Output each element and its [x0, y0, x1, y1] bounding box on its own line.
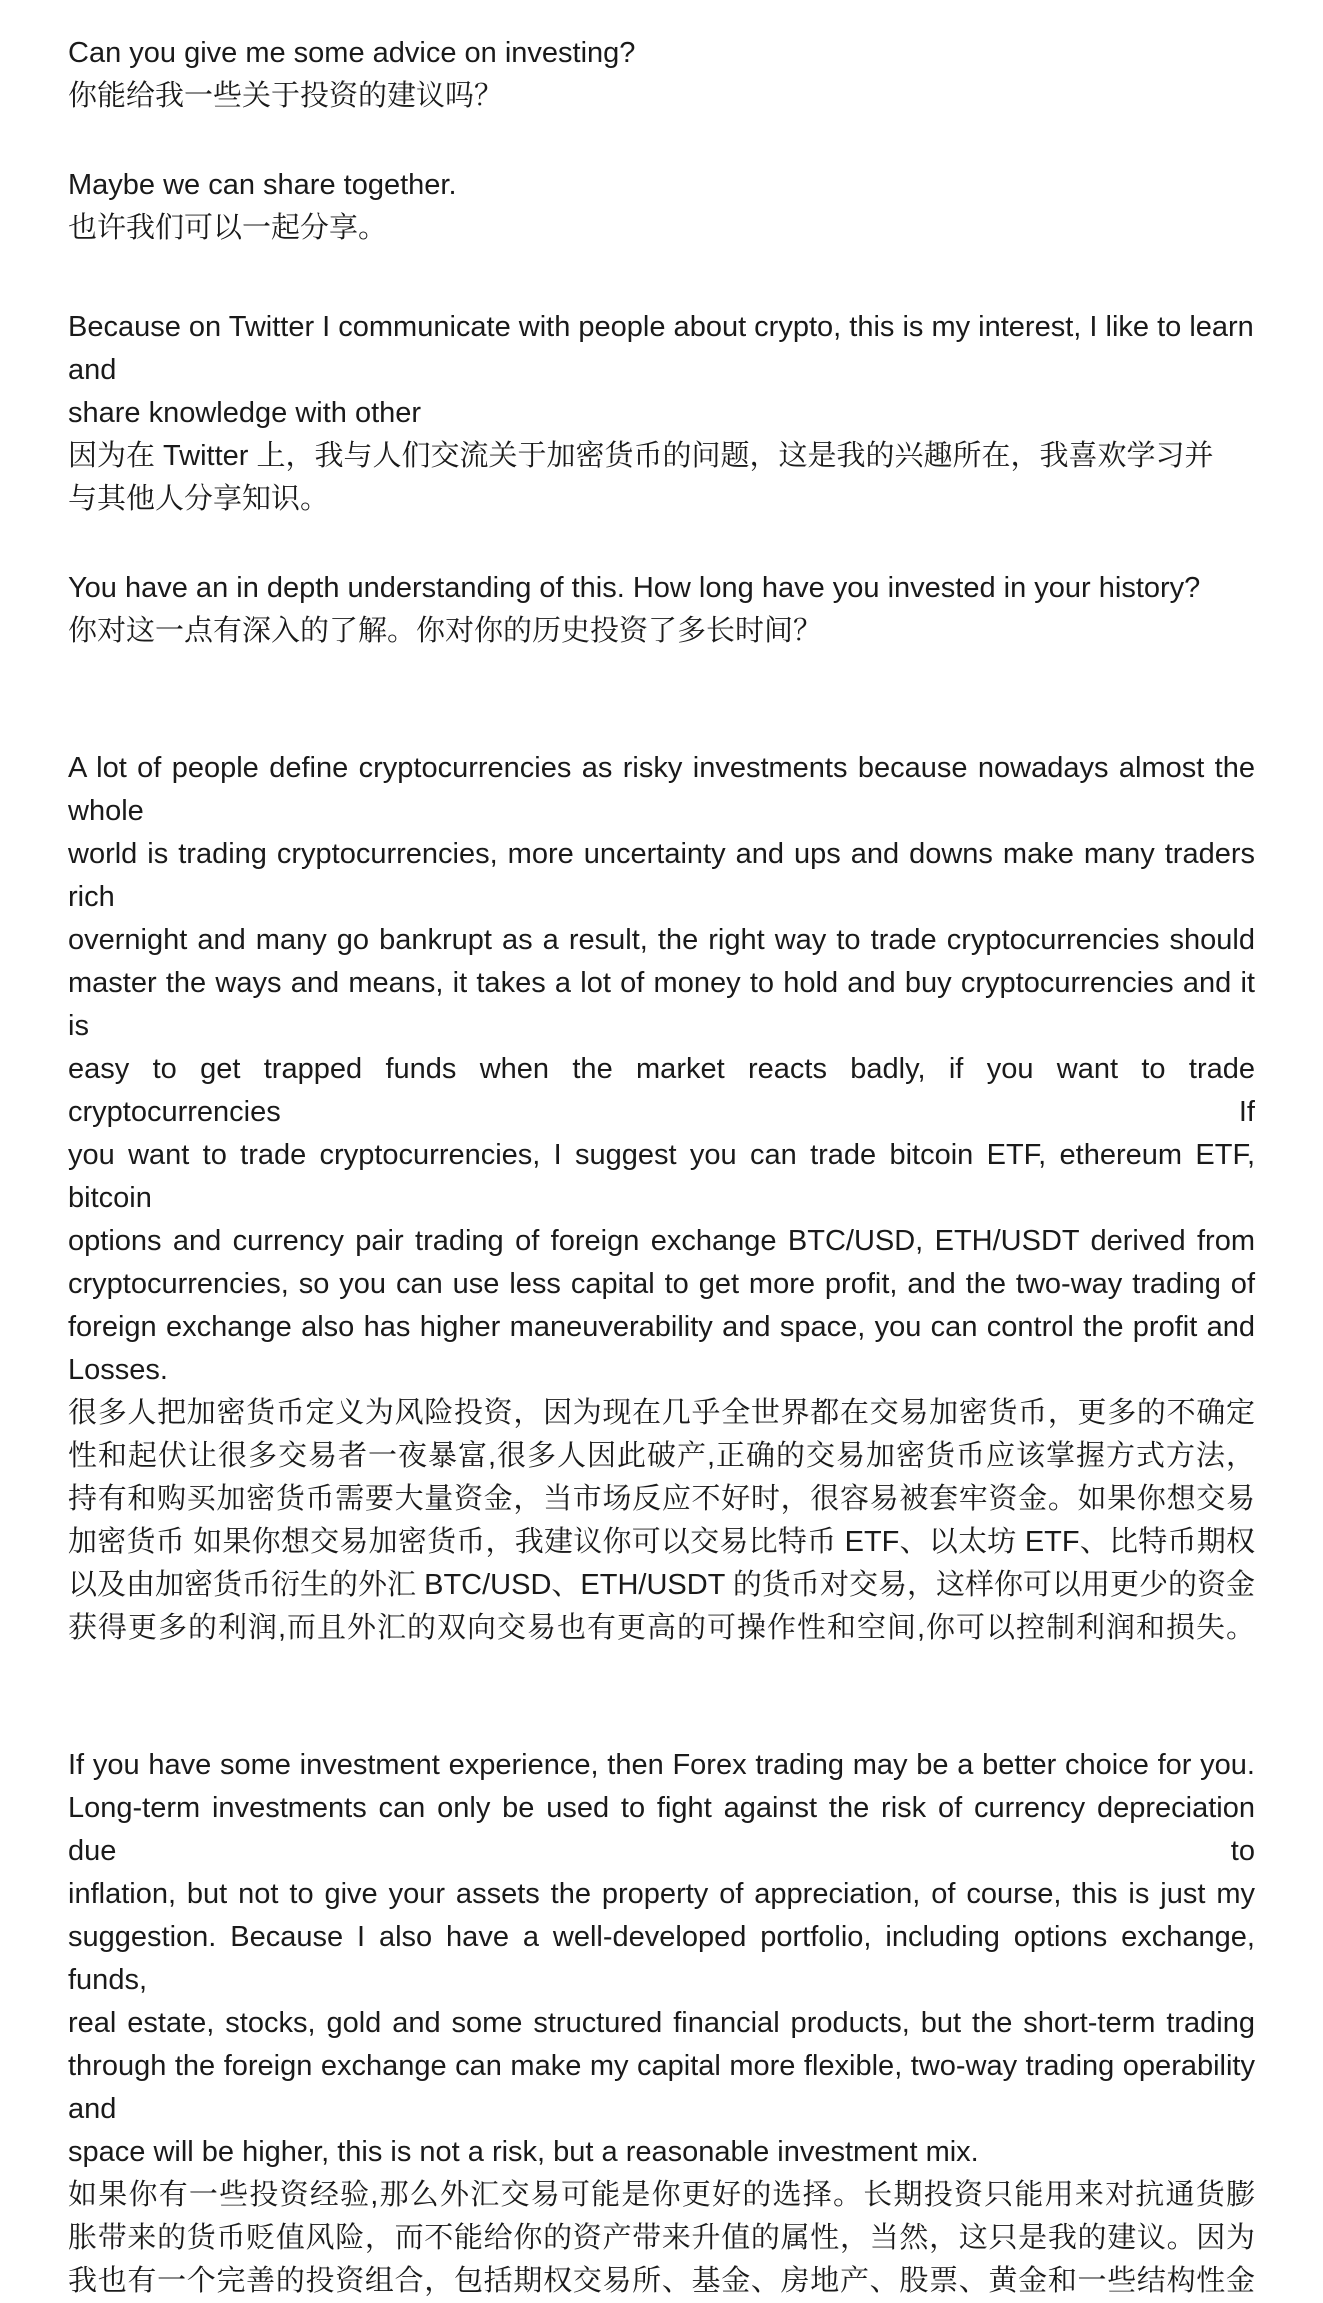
question-investment-history	[68, 567, 1255, 653]
text-line-zh: 你能给我一些关于投资的建议吗？	[68, 80, 504, 112]
text-line-zh: 以及由加密货币衍生的外汇 BTC/USD、ETH/USDT 的货币对交易，这样你可以用更少的资金	[68, 1569, 1255, 1601]
text-line-en: suggestion. Because I also have a well-developed portfolio, including options exchange, funds,	[68, 1921, 1255, 1996]
text-line-en: real estate, stocks, gold and some structured financial products, but the short-term trading	[68, 2007, 1255, 2039]
text-line-en: If you have some investment experience, then Forex trading may be a better choice for you.	[68, 1749, 1255, 1781]
text-line-en: You have an in depth understanding of this. How long have you invested in your history?	[68, 572, 1201, 604]
text-line-zh: 因为在 Twitter 上，我与人们交流关于加密货币的问题，这是我的兴趣所在，我喜欢学习并	[68, 440, 1214, 472]
text-line-zh: 加密货币 如果你想交易加密货币，我建议你可以交易比特币 ETF、以太坊 ETF、比特币期权	[68, 1526, 1255, 1558]
text-line-en: foreign exchange also has higher maneuverability and space, you can control the profit and	[68, 1311, 1255, 1343]
text-line-en: world is trading cryptocurrencies, more uncertainty and ups and downs make many traders rich	[68, 838, 1255, 913]
text-line-en: you want to trade cryptocurrencies, I suggest you can trade bitcoin ETF, ethereum ETF, bitcoin	[68, 1139, 1255, 1214]
paragraph-forex-suggestion	[68, 1744, 1255, 2303]
text-line-zh: 也许我们可以一起分享。	[68, 212, 388, 244]
paragraph-crypto-risk	[68, 747, 1255, 1650]
question-investing-advice	[68, 32, 1255, 118]
text-line-zh: 你对这一点有深入的了解。你对你的历史投资了多长时间？	[68, 615, 823, 647]
text-line-zh: 与其他人分享知识。	[68, 483, 330, 515]
text-line-zh: 我也有一个完善的投资组合，包括期权交易所、基金、房地产、股票、黄金和一些结构性金	[68, 2265, 1255, 2297]
text-line-en: through the foreign exchange can make my capital more flexible, two-way trading operability and	[68, 2050, 1255, 2125]
text-line-en: cryptocurrencies, so you can use less capital to get more profit, and the two-way trading of	[68, 1268, 1255, 1300]
text-line-en: easy to get trapped funds when the market reacts badly, if you want to trade cryptocurrencies If	[68, 1053, 1255, 1128]
text-line-en: Losses.	[68, 1354, 168, 1386]
text-line-en: options and currency pair trading of foreign exchange BTC/USD, ETH/USDT derived from	[68, 1225, 1255, 1257]
text-line-zh: 胀带来的货币贬值风险，而不能给你的资产带来升值的属性，当然，这只是我的建议。因为	[68, 2222, 1255, 2254]
text-line-en: Can you give me some advice on investing?	[68, 37, 636, 69]
text-line-en: inflation, but not to give your assets the property of appreciation, of course, this is just my	[68, 1878, 1255, 1910]
text-line-en: Maybe we can share together.	[68, 169, 457, 201]
text-line-zh: 如果你有一些投资经验,那么外汇交易可能是你更好的选择。长期投资只能用来对抗通货膨	[68, 2179, 1255, 2211]
text-line-en: Long-term investments can only be used to fight against the risk of currency depreciation due to	[68, 1792, 1255, 1867]
text-line-en: overnight and many go bankrupt as a result, the right way to trade cryptocurrencies should	[68, 924, 1255, 956]
statement-twitter-crypto	[68, 306, 1255, 521]
text-line-zh: 性和起伏让很多交易者一夜暴富,很多人因此破产,正确的交易加密货币应该掌握方式方法，	[68, 1440, 1255, 1472]
text-line-en: Because on Twitter I communicate with people about crypto, this is my interest, I like to learn and	[68, 311, 1254, 386]
text-line-zh: 持有和购买加密货币需要大量资金，当市场反应不好时，很容易被套牢资金。如果你想交易	[68, 1483, 1255, 1515]
text-line-en: master the ways and means, it takes a lot of money to hold and buy cryptocurrencies and it is	[68, 967, 1255, 1042]
text-line-zh: 获得更多的利润,而且外汇的双向交易也有更高的可操作性和空间,你可以控制利润和损失。	[68, 1612, 1255, 1644]
text-line-en: A lot of people define cryptocurrencies as risky investments because nowadays almost the whole	[68, 752, 1255, 827]
text-line-en: space will be higher, this is not a risk, but a reasonable investment mix.	[68, 2136, 979, 2168]
statement-share-together	[68, 164, 1255, 250]
text-line-en: share knowledge with other	[68, 397, 422, 429]
text-line-zh: 很多人把加密货币定义为风险投资，因为现在几乎全世界都在交易加密货币，更多的不确定	[68, 1397, 1255, 1429]
